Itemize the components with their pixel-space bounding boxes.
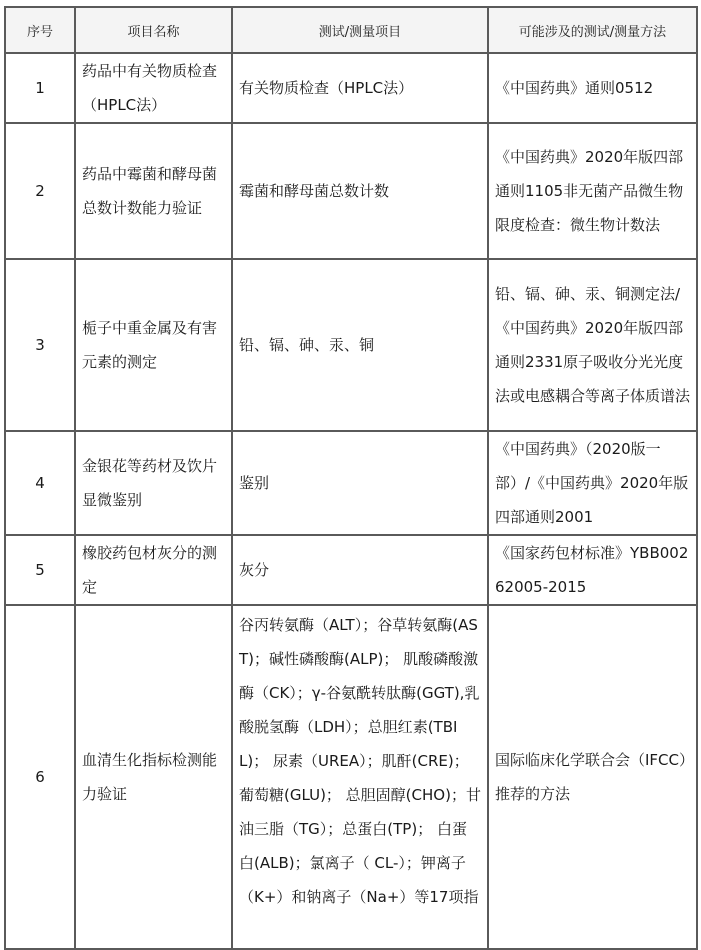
cell-method: 《中国药典》（2020版一部）/《中国药典》2020年版四部通则2001 [488, 431, 697, 535]
table-row [5, 123, 697, 259]
cell-no: 4 [5, 431, 75, 535]
table-row [5, 259, 697, 431]
cell-no: 3 [5, 259, 75, 431]
cell-item: 霉菌和酵母菌总数计数 [232, 123, 488, 259]
cell-name: 橡胶药包材灰分的测定 [75, 535, 232, 605]
header-row [5, 7, 697, 53]
cell-name: 药品中霉菌和酵母菌总数计数能力验证 [75, 123, 232, 259]
cell-item: 鉴别 [232, 431, 488, 535]
cell-no: 6 [5, 605, 75, 949]
cell-item: 灰分 [232, 535, 488, 605]
cell-no: 1 [5, 53, 75, 123]
cell-name: 血清生化指标检测能力验证 [75, 605, 232, 949]
cell-item: 铅、镉、砷、汞、铜 [232, 259, 488, 431]
cell-method: 国际临床化学联合会（IFCC）推荐的方法 [488, 605, 697, 949]
cell-name: 栀子中重金属及有害元素的测定 [75, 259, 232, 431]
cell-name: 药品中有关物质检查（HPLC法） [75, 53, 232, 123]
cell-item: 谷丙转氨酶（ALT）；谷草转氨酶(AST)；碱性磷酸酶(ALP)； 肌酸磷酸激酶（CK）；γ-谷氨酰转肽酶(GGT),乳酸脱氢酶（LDH）；总胆红素(TBIL)； 尿素（UREA）；肌酐(CRE)； 葡萄糖(GLU)； 总胆固醇(CHO)；甘油三脂（TG）；总蛋白(TP)； 白蛋白(ALB)；氯离子（ CL-）；钾离子（K+）和钠离子（Na+）等17项指 [232, 605, 488, 949]
cell-method: 《中国药典》2020年版四部通则1105非无菌产品微生物限度检查：微生物计数法 [488, 123, 697, 259]
table-row [5, 431, 697, 535]
cell-name: 金银花等药材及饮片显微鉴别 [75, 431, 232, 535]
cell-item: 有关物质检查（HPLC法） [232, 53, 488, 123]
table-row [5, 535, 697, 605]
header-item: 测试/测量项目 [232, 7, 488, 53]
test-items-table [4, 6, 698, 950]
header-name: 项目名称 [75, 7, 232, 53]
cell-method: 《中国药典》通则0512 [488, 53, 697, 123]
header-method: 可能涉及的测试/测量方法 [488, 7, 697, 53]
cell-no: 2 [5, 123, 75, 259]
cell-method: 铅、镉、砷、汞、铜测定法/《中国药典》2020年版四部通则2331原子吸收分光光度法或电感耦合等离子体质谱法 [488, 259, 697, 431]
table-row [5, 605, 697, 949]
header-no: 序号 [5, 7, 75, 53]
cell-no: 5 [5, 535, 75, 605]
table-row [5, 53, 697, 123]
cell-method: 《国家药包材标准》YBB00262005-2015 [488, 535, 697, 605]
